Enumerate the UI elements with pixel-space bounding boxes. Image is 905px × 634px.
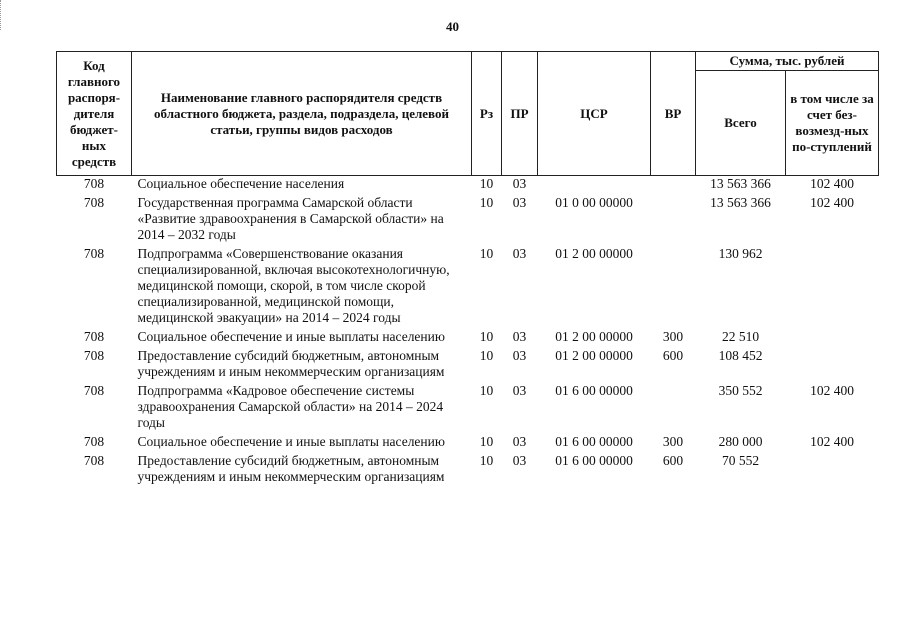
cell-free — [786, 327, 879, 346]
cell-free: 102 400 — [810, 195, 854, 210]
header-sum-group: Сумма, тыс. рублей — [696, 52, 879, 71]
table-row — [57, 327, 879, 346]
header-free: в том числе за счет без-возмезд-ных по-ступлений — [786, 71, 879, 176]
cell-total: 22 510 — [721, 329, 760, 344]
cell-vr: 300 — [662, 329, 684, 344]
cell-rz: 10 — [479, 453, 494, 468]
cell-total: 108 452 — [718, 348, 763, 363]
cell-pr: 03 — [512, 453, 527, 468]
table-row — [57, 176, 879, 194]
table-row — [57, 346, 879, 381]
cell-free: 102 400 — [810, 383, 854, 398]
cell-vr: 300 — [662, 434, 684, 449]
header-name: Наименование главного распорядителя средств областного бюджета, раздела, подраздела, целевой статьи, группы видов расходов — [132, 52, 472, 176]
cell-total: 70 552 — [721, 453, 760, 468]
cell-pr: 03 — [512, 329, 527, 344]
cell-name: Предоставление субсидий бюджетным, автономным учреждениям и иным некоммерческим организациям — [137, 348, 445, 379]
cell-vr — [651, 193, 696, 244]
cell-total: 13 563 366 — [696, 176, 786, 194]
cell-rz: 10 — [479, 434, 494, 449]
cell-free — [786, 346, 879, 381]
cell-csr: 01 6 00 00000 — [555, 434, 633, 449]
page-number: 40 — [446, 19, 459, 34]
cell-vr — [651, 244, 696, 327]
cell-name: Социальное обеспечение населения — [132, 176, 472, 194]
header-csr: ЦСР — [538, 52, 651, 176]
cell-rz: 10 — [479, 383, 494, 398]
cell-name: Подпрограмма «Совершенствование оказания специализированной, включая высокотехнологичную, медицинской помощи, скорой, в том числе скорой специализированной, медицинской помощи, медицинской эвакуации» на 2014 – 2024 годы — [137, 246, 450, 325]
table-row — [57, 451, 879, 486]
cell-free — [786, 244, 879, 327]
cell-code: 708 — [83, 329, 105, 344]
cell-vr — [651, 176, 696, 194]
cell-name: Подпрограмма «Кадровое обеспечение системы здравоохранения Самарской области» на 2014 – 2024 годы — [137, 383, 444, 430]
cell-total: 350 552 — [718, 383, 763, 398]
cell-total: 280 000 — [718, 434, 763, 449]
cell-vr — [651, 381, 696, 432]
cell-csr: 01 2 00 00000 — [555, 246, 633, 261]
header-code: Код главного распоря-дителя бюджет-ных средств — [57, 52, 132, 176]
cell-pr: 03 — [502, 176, 538, 194]
cell-rz: 10 — [479, 329, 494, 344]
cell-pr: 03 — [512, 246, 527, 261]
cell-pr: 03 — [512, 195, 527, 210]
cell-pr: 03 — [512, 434, 527, 449]
table-body — [57, 176, 879, 487]
cell-code: 708 — [83, 195, 105, 210]
cell-name: Социальное обеспечение и иные выплаты населению — [137, 329, 445, 344]
cell-name: Социальное обеспечение и иные выплаты населению — [137, 434, 445, 449]
table-row — [57, 432, 879, 451]
table-row — [57, 244, 879, 327]
cell-rz: 10 — [479, 195, 494, 210]
cell-code: 708 — [83, 453, 105, 468]
cell-total: 130 962 — [718, 246, 763, 261]
cell-total: 13 563 366 — [710, 195, 771, 210]
cell-csr: 01 0 00 00000 — [555, 195, 633, 210]
cell-pr: 03 — [512, 348, 527, 363]
cell-code: 708 — [83, 246, 105, 261]
cell-free: 102 400 — [810, 434, 854, 449]
cell-free: 102 400 — [786, 176, 879, 194]
table-row — [57, 381, 879, 432]
cell-rz: 10 — [472, 176, 502, 194]
cell-csr: 01 2 00 00000 — [555, 329, 633, 344]
table-row — [57, 193, 879, 244]
cell-name: Предоставление субсидий бюджетным, автономным учреждениям и иным некоммерческим организациям — [137, 453, 445, 484]
cell-code: 708 — [83, 434, 105, 449]
header-pr: ПР — [502, 52, 538, 176]
cell-rz: 10 — [479, 348, 494, 363]
header-rz: Рз — [472, 52, 502, 176]
header-row — [57, 52, 879, 71]
cell-csr: 01 2 00 00000 — [555, 348, 633, 363]
cell-pr: 03 — [512, 383, 527, 398]
cell-code: 708 — [57, 176, 132, 194]
cell-code: 708 — [83, 383, 105, 398]
cell-free — [786, 451, 879, 486]
cell-name: Государственная программа Самарской области «Развитие здравоохранения в Самарской области» на 2014 – 2032 годы — [137, 195, 444, 242]
cell-vr: 600 — [662, 453, 684, 468]
header-vr: ВР — [651, 52, 696, 176]
cell-vr: 600 — [662, 348, 684, 363]
cell-csr — [538, 176, 651, 194]
cell-csr: 01 6 00 00000 — [555, 383, 633, 398]
cell-csr: 01 6 00 00000 — [555, 453, 633, 468]
budget-table — [56, 51, 879, 486]
cell-rz: 10 — [479, 246, 494, 261]
header-total: Всего — [696, 71, 786, 176]
cell-code: 708 — [83, 348, 105, 363]
